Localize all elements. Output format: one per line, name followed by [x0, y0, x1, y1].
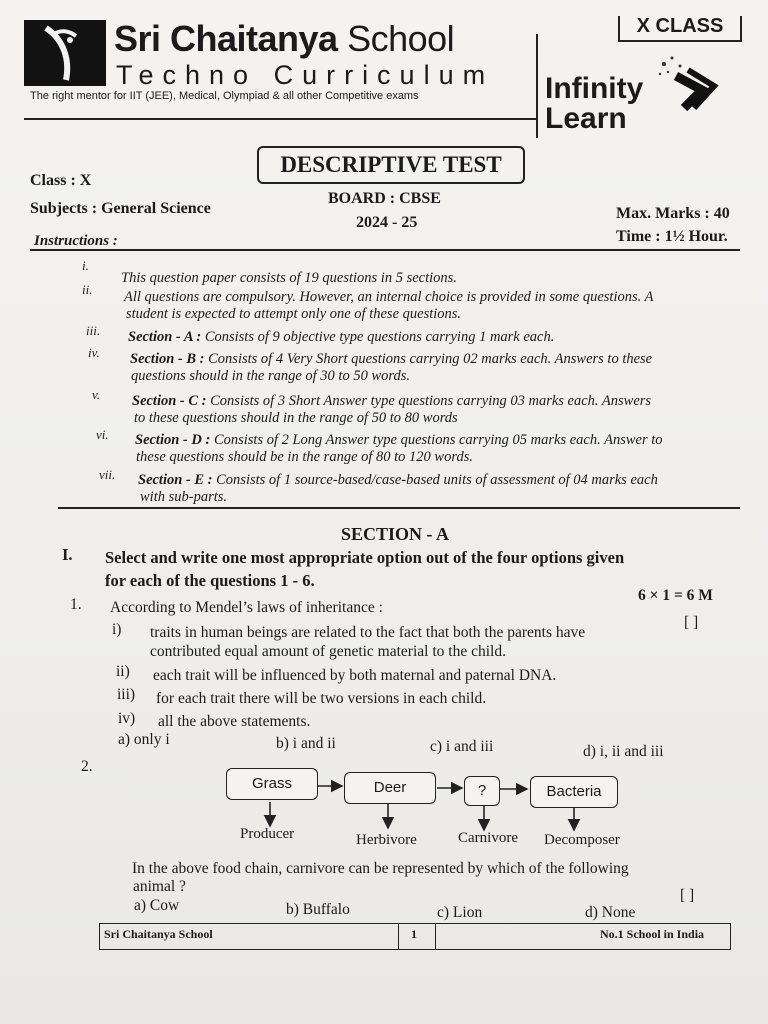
board-label: BOARD : CBSE	[328, 190, 441, 207]
footer-school: Sri Chaitanya School	[104, 927, 213, 941]
part-number: I.	[62, 545, 73, 564]
class-label: Class : X	[30, 172, 92, 189]
option: d) None	[585, 904, 636, 921]
chain-node-unknown: ?	[464, 776, 500, 806]
chain-node-bacteria: Bacteria	[530, 776, 618, 808]
option: c) i and iii	[430, 738, 494, 755]
part-instruction: Select and write one most appropriate option out of the four options given	[105, 548, 625, 567]
time-label: Time : 1½ Hour.	[616, 228, 728, 245]
answer-bracket: [ ]	[684, 614, 699, 631]
footer-page-cell	[398, 924, 436, 949]
chain-node-grass: Grass	[226, 768, 318, 800]
max-marks-label: Max. Marks : 40	[616, 205, 730, 222]
trophic-label: Decomposer	[544, 832, 620, 848]
trophic-label: Carnivore	[458, 830, 518, 846]
option: b) Buffalo	[286, 901, 350, 918]
school-name: Sri Chaitanya School	[114, 18, 455, 59]
question-stem: According to Mendel’s laws of inheritance :	[110, 599, 383, 616]
exam-page: Sri Chaitanya School Techno Curriculum The right mentor for IIT (JEE), Medical, Olympiad & all other Competitive exams X CLASS Infinity Learn DESCRIPTIVE TEST Class : X Subjects : General Science BOARD : CBSE 2024 - 25 Max. Marks : 40 Time : 1½ Hour. Instructions : i. This question paper consists of 19 questions in 5 sections. ii. All questions are compulsory. However, an internal choice is provided in some questions. A student is expected to attempt only one of these questions. iii. Section - A : Consists of 9 objective type questions carrying 1 mark each. iv. Section - B : Consists of 4 Very Short questions carrying 02 marks each. Answers to these questions should in the range of 30 to 50 words. v. Section - C : Consists of 3 Short Answer type questions carrying 03 marks each. Answers to these questions should in the range of 50 to 80 words vi. Section - D : Consists of 2 Long Answer type questions carrying 05 marks each. Answer to these questions should be in the range of 80 to 120 words. vii. Section - E : Consists of 1 source-based/case-based units of assessment of 04 marks each with sub-parts. SECTION - A I. Select and write one most appropriate option out of the four options given for each of the questions 1 - 6. 6 × 1 = 6 M 1. According to Mendel’s laws of inheritance : [ ] i) traits in human beings are related to the fact that both the parents have contributed equal amount of genetic material to the child. ii) each trait will be influenced by both maternal and paternal DNA. iii) for each trait there will be two versions in each child. iv) all the above statements. a) only i b) i and ii c) i and iii d) i, ii and iii 2. Grass Deer ? Bacteria Producer Herbivore Carnivore Decomposer In the above food chain, carnivore can be represented by which of the following animal ? [ ] a) Cow b) Buffalo c) Lion d) None Sri Chaitanya School 1 No.1 School in India	[0, 0, 768, 1024]
section-rule	[58, 507, 740, 509]
option: d) i, ii and iii	[583, 743, 664, 760]
header-rule	[24, 118, 536, 120]
trophic-label: Herbivore	[356, 832, 417, 848]
year-label: 2024 - 25	[356, 214, 418, 231]
marks-scheme: 6 × 1 = 6 M	[638, 587, 713, 604]
curriculum-name: Techno Curriculum	[116, 60, 495, 90]
chain-node-deer: Deer	[344, 772, 436, 804]
question-number: 1.	[70, 596, 82, 613]
answer-bracket: [ ]	[680, 887, 695, 904]
tagline: The right mentor for IIT (JEE), Medical, Olympiad & all other Competitive exams	[30, 90, 419, 102]
section-a-title: SECTION - A	[341, 524, 450, 544]
class-tag: X CLASS	[618, 16, 742, 42]
option: c) Lion	[437, 904, 483, 921]
part-instruction: for each of the questions 1 - 6.	[105, 571, 315, 590]
instructions-heading: Instructions :	[34, 233, 118, 249]
option: a) Cow	[134, 897, 180, 914]
page-number: 1	[411, 927, 417, 941]
footer-slogan: No.1 School in India	[600, 927, 705, 941]
header-divider	[536, 34, 538, 138]
option: b) i and ii	[276, 735, 336, 752]
option: a) only i	[118, 731, 170, 748]
question-stem: animal ?	[133, 878, 186, 895]
question-number: 2.	[81, 758, 93, 775]
partner-logo: Infinity Learn	[545, 72, 644, 135]
subjects-label: Subjects : General Science	[30, 200, 211, 217]
page-footer	[99, 923, 731, 950]
chevron-logo-icon	[654, 52, 724, 122]
instructions-rule	[30, 249, 740, 251]
trophic-label: Producer	[240, 826, 295, 842]
school-logo	[24, 20, 106, 86]
test-title: DESCRIPTIVE TEST	[257, 146, 525, 184]
question-stem: In the above food chain, carnivore can be represented by which of the following	[132, 860, 629, 877]
